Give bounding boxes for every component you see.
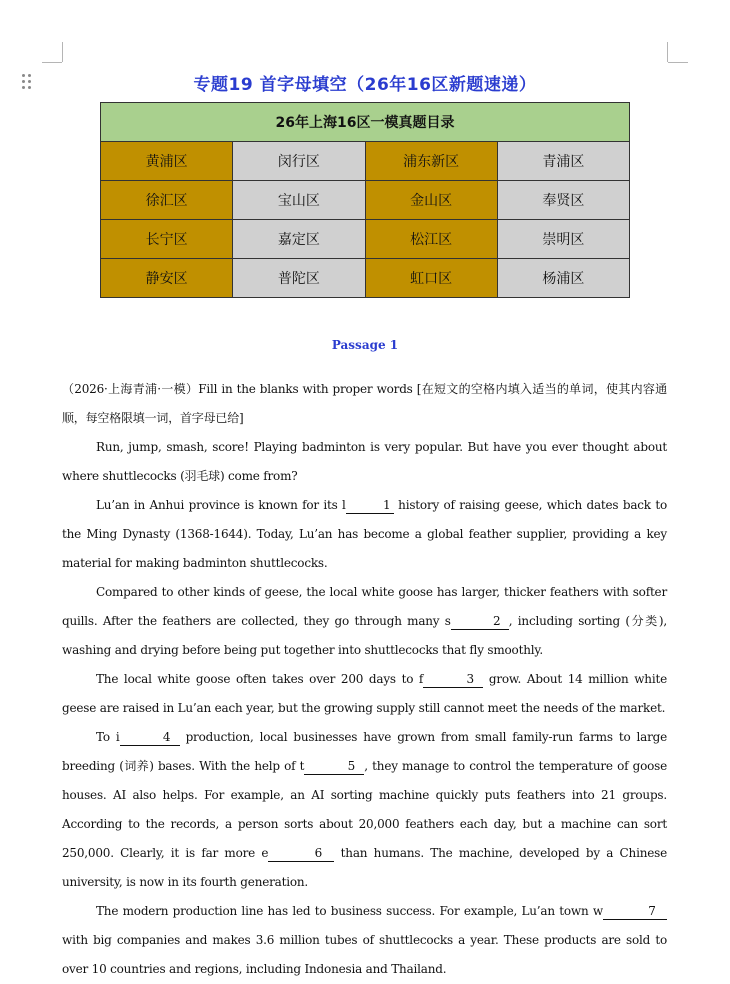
table-cell[interactable]: 金山区 [365, 181, 497, 220]
page-title: 专题19 首字母填空（26年16区新题速递） [193, 75, 537, 95]
paragraph-text: than humans. The machine, developed by a Chinese university, is now in its fourth generation. [62, 846, 667, 889]
table-header: 26年上海16区一模真题目录 [101, 103, 630, 142]
paragraph-text: grow. About 14 million white geese are raised in Lu’an each year, but the growing supply still cannot meet the needs of the market. [62, 672, 667, 715]
blank-2[interactable]: 2 [451, 613, 509, 630]
paragraph-text: , they manage to control the temperature of goose houses. AI also helps. For example, an AI sorting machine quickly puts feathers into 21 groups. According to the records, a person sorts about 20,000 feathers each day, but a machine can sort 250,000. Clearly, it is far more e [62, 759, 667, 860]
blank-7[interactable]: 7 [603, 903, 667, 920]
table-cell[interactable]: 奉贤区 [497, 181, 629, 220]
table-row [101, 181, 630, 220]
paragraph-text: Compared to other kinds of geese, the local white goose has larger, thicker feathers with softer quills. After the feathers are collected, they go through many s [62, 585, 667, 628]
paragraph-text: , including sorting (分类), washing and drying before being put together into shuttlecocks that fly smoothly. [62, 614, 667, 657]
blank-5[interactable]: 5 [304, 758, 364, 775]
paragraph-1: Run, jump, smash, score! Playing badminton is very popular. But have you ever thought about where shuttlecocks (羽毛球) come from? [62, 440, 667, 483]
table-cell[interactable]: 黄浦区 [101, 142, 233, 181]
table-cell[interactable]: 浦东新区 [365, 142, 497, 181]
paragraph-6 [62, 897, 667, 984]
paragraph-text: with big companies and makes 3.6 million tubes of shuttlecocks a year. These products are sold to over 10 countries and regions, including Indonesia and Thailand. [62, 933, 667, 976]
paragraph-text: history of raising geese, which dates back to the Ming Dynasty (1368-1644). Today, Lu’an has become a global feather supplier, providing a key material for making badminton shuttlecocks. [62, 498, 667, 570]
page-corner-mark-top-left [62, 42, 63, 62]
table-cell[interactable]: 普陀区 [233, 259, 365, 298]
table-cell[interactable]: 松江区 [365, 220, 497, 259]
page-corner-mark-top-right-h [668, 62, 688, 63]
paragraph-text: To i [96, 730, 120, 744]
blank-6[interactable]: 6 [268, 845, 334, 862]
table-cell[interactable]: 嘉定区 [233, 220, 365, 259]
district-directory-table [100, 102, 630, 298]
blank-3[interactable]: 3 [423, 671, 483, 688]
table-cell[interactable]: 崇明区 [497, 220, 629, 259]
passage-title: Passage 1 [331, 338, 399, 352]
paragraph-5 [62, 723, 667, 897]
passage-body [62, 375, 667, 984]
table-cell[interactable]: 青浦区 [497, 142, 629, 181]
table-row [101, 220, 630, 259]
paragraph-text: The local white goose often takes over 200 days to f [96, 672, 424, 686]
paragraph-4 [62, 665, 667, 723]
table-cell[interactable]: 杨浦区 [497, 259, 629, 298]
page-corner-mark-top-left-h [42, 62, 62, 63]
blank-4[interactable]: 4 [120, 729, 180, 746]
table-cell[interactable]: 长宁区 [101, 220, 233, 259]
paragraph-2 [62, 491, 667, 578]
table-cell[interactable]: 徐汇区 [101, 181, 233, 220]
page-corner-mark-top-right [667, 42, 668, 62]
paragraph-text: production, local businesses have grown from small family-run farms to large breeding (词养) bases. With the help of t [62, 730, 667, 773]
paragraph-text: The modern production line has led to business success. For example, Lu’an town w [96, 904, 603, 918]
table-row [101, 142, 630, 181]
paragraph-3 [62, 578, 667, 665]
instructions: （2026·上海青浦·一模）Fill in the blanks with proper words [在短文的空格内填入适当的单词，使其内容通顺，每空格限填一词，首字母已给] [62, 382, 667, 425]
table-row [101, 259, 630, 298]
blank-1[interactable]: 1 [346, 497, 394, 514]
table-cell[interactable]: 宝山区 [233, 181, 365, 220]
table-cell[interactable]: 虹口区 [365, 259, 497, 298]
table-cell[interactable]: 静安区 [101, 259, 233, 298]
paragraph-text: Lu’an in Anhui province is known for its l [96, 498, 346, 512]
table-cell[interactable]: 闵行区 [233, 142, 365, 181]
